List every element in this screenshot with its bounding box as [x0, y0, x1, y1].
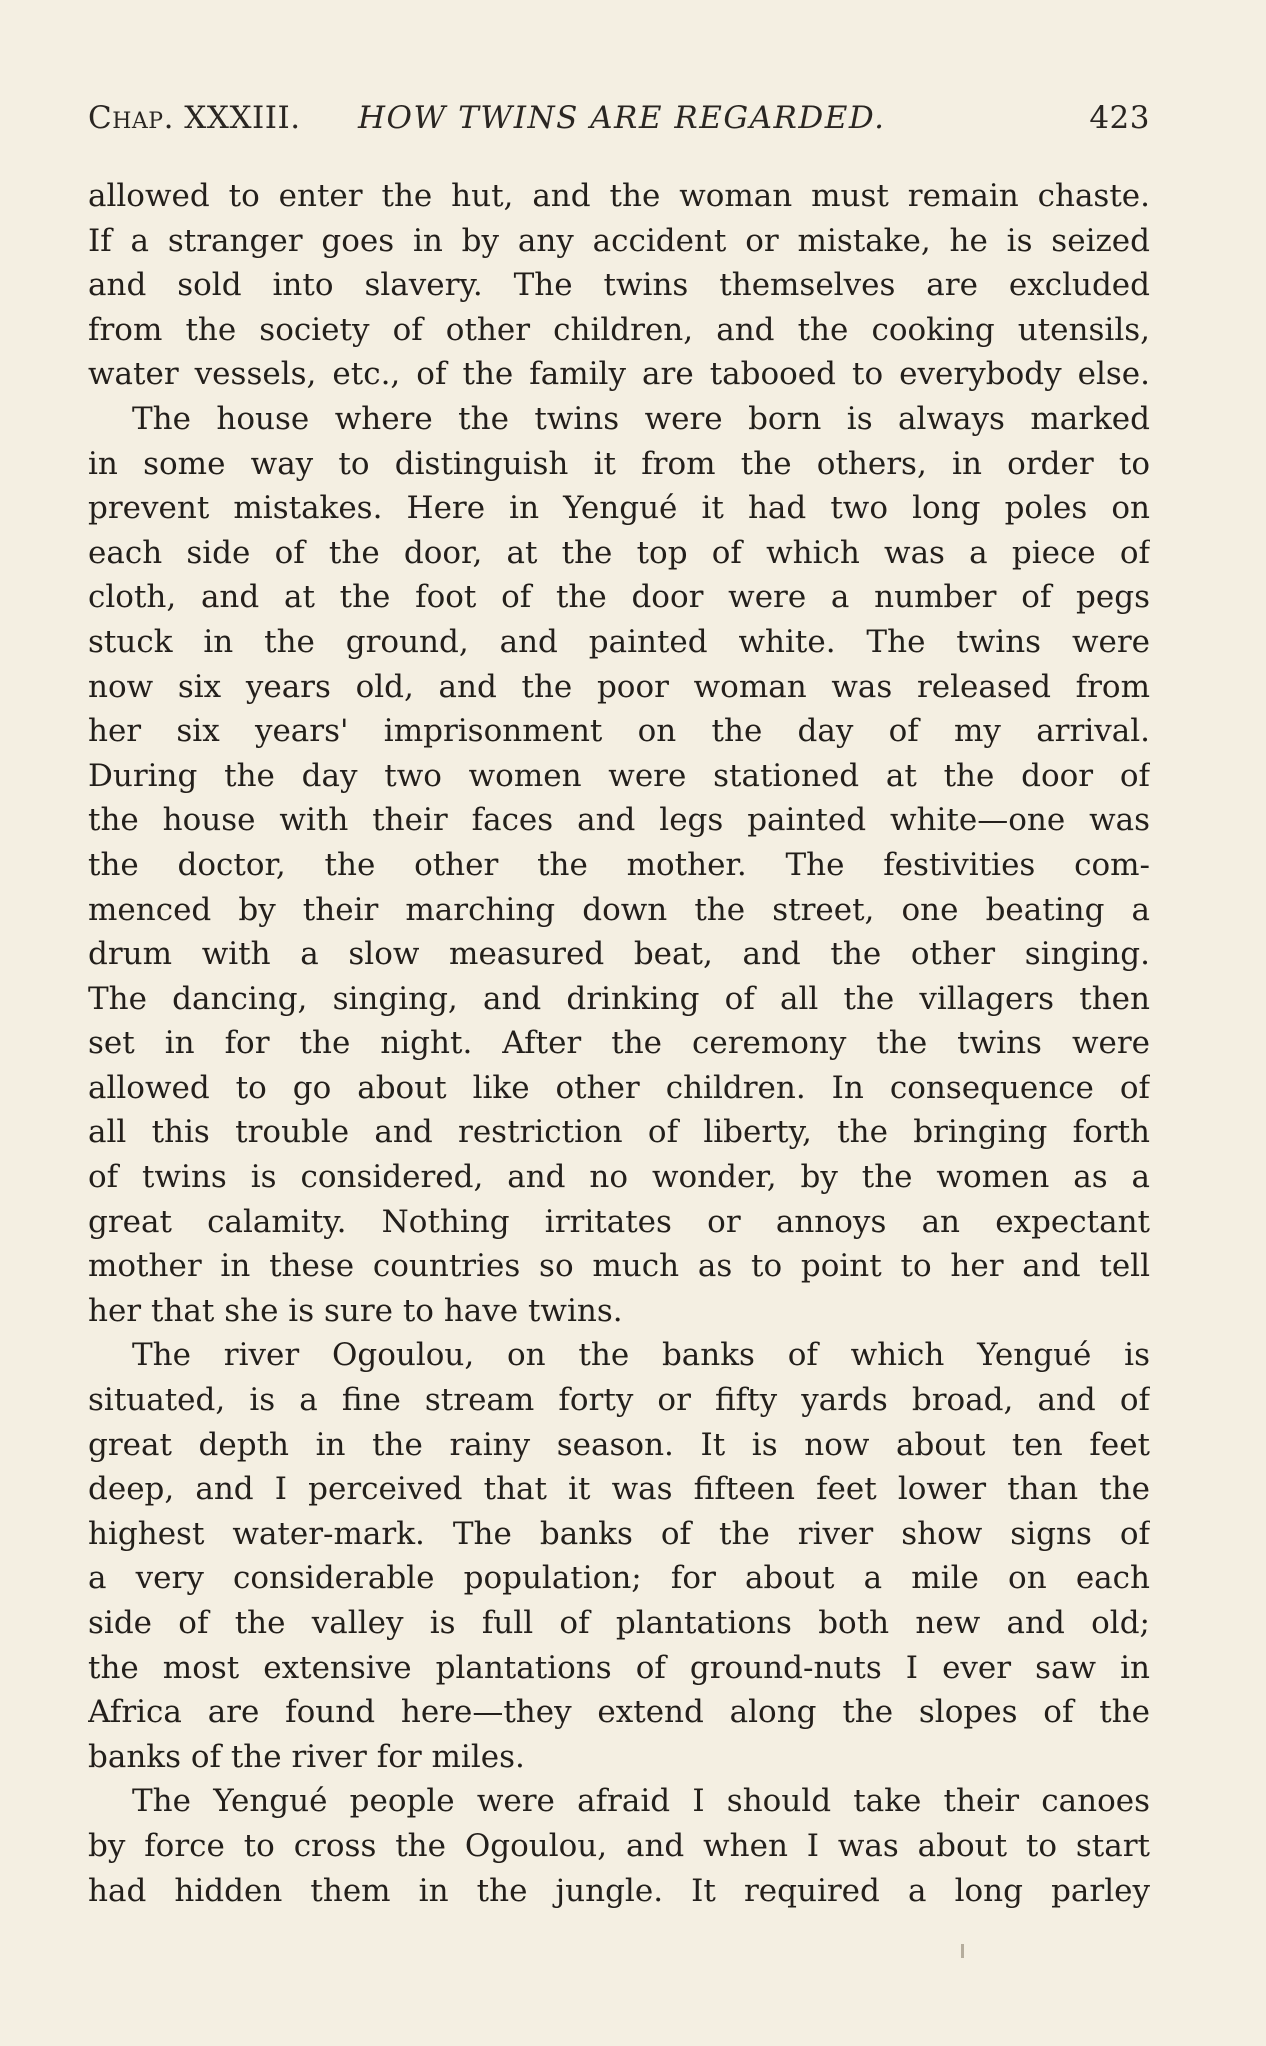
text-line: great depth in the rainy season. It is now about ten feet — [88, 1426, 1150, 1463]
text-line: highest water-mark. The banks of the river show signs of — [88, 1515, 1150, 1552]
text-line: The river Ogoulou, on the banks of which Yengué is — [132, 1337, 1150, 1374]
text-line: of twins is considered, and no wonder, by the women as a — [88, 1159, 1150, 1196]
text-line: all this trouble and restriction of liberty, the bringing forth — [88, 1114, 1150, 1151]
text-line: had hidden them in the jungle. It required a long parley — [88, 1872, 1150, 1909]
text-line: her six years' imprisonment on the day of my arrival. — [88, 713, 1150, 750]
text-line: prevent mistakes. Here in Yengué it had two long poles on — [88, 490, 1150, 527]
text-line: banks of the river for miles. — [88, 1738, 525, 1775]
text-line: great calamity. Nothing irritates or annoys an expectant — [88, 1203, 1150, 1240]
body-text — [88, 174, 1150, 1913]
text-line: each side of the door, at the top of which was a piece of — [88, 534, 1150, 571]
text-line: stuck in the ground, and painted white. The twins were — [88, 623, 1150, 660]
text-line: During the day two women were stationed at the door of — [88, 757, 1150, 794]
text-line: allowed to go about like other children. In consequence of — [88, 1069, 1150, 1106]
running-header — [88, 100, 1150, 144]
text-line: The Yengué people were afraid I should take their canoes — [132, 1783, 1150, 1820]
text-line: set in for the night. After the ceremony the twins were — [88, 1025, 1150, 1062]
text-line: cloth, and at the foot of the door were a number of pegs — [88, 579, 1150, 616]
text-line: by force to cross the Ogoulou, and when I was about to start — [88, 1827, 1150, 1864]
text-line: menced by their marching down the street, one beating a — [88, 891, 1150, 928]
text-line: deep, and I perceived that it was fifteen feet lower than the — [88, 1471, 1150, 1508]
text-line: If a stranger goes in by any accident or mistake, he is seized — [88, 222, 1150, 259]
text-line: mother in these countries so much as to point to her and tell — [88, 1248, 1150, 1285]
chapter-label: Chap. XXXIII. — [88, 100, 301, 136]
text-line: water vessels, etc., of the family are tabooed to everybody else. — [88, 356, 1150, 393]
text-line: now six years old, and the poor woman was released from — [88, 668, 1150, 705]
text-line: drum with a slow measured beat, and the other singing. — [88, 936, 1150, 973]
text-line: The dancing, singing, and drinking of all the villagers then — [88, 980, 1150, 1017]
text-line: The house where the twins were born is always marked — [132, 400, 1150, 437]
chapter-title: HOW TWINS ARE REGARDED. — [358, 100, 886, 136]
text-line: situated, is a fine stream forty or fifty yards broad, and of — [88, 1382, 1150, 1419]
text-line: the doctor, the other the mother. The festivities com- — [88, 846, 1150, 883]
paper-speck — [961, 1944, 964, 1958]
text-line: from the society of other children, and the cooking utensils, — [88, 311, 1150, 348]
text-line: side of the valley is full of plantations both new and old; — [88, 1605, 1150, 1641]
text-line: and sold into slavery. The twins themselves are excluded — [88, 267, 1150, 304]
text-line: her that she is sure to have twins. — [88, 1292, 623, 1329]
text-line: in some way to distinguish it from the others, in order to — [88, 445, 1150, 482]
text-line: allowed to enter the hut, and the woman must remain chaste. — [88, 178, 1150, 214]
page-number: 423 — [1089, 100, 1150, 136]
text-line: Africa are found here—they extend along the slopes of the — [88, 1694, 1150, 1731]
text-line: a very considerable population; for about a mile on each — [88, 1560, 1150, 1597]
text-line: the most extensive plantations of ground-nuts I ever saw in — [88, 1649, 1150, 1686]
text-line: the house with their faces and legs painted white—one was — [88, 802, 1150, 839]
